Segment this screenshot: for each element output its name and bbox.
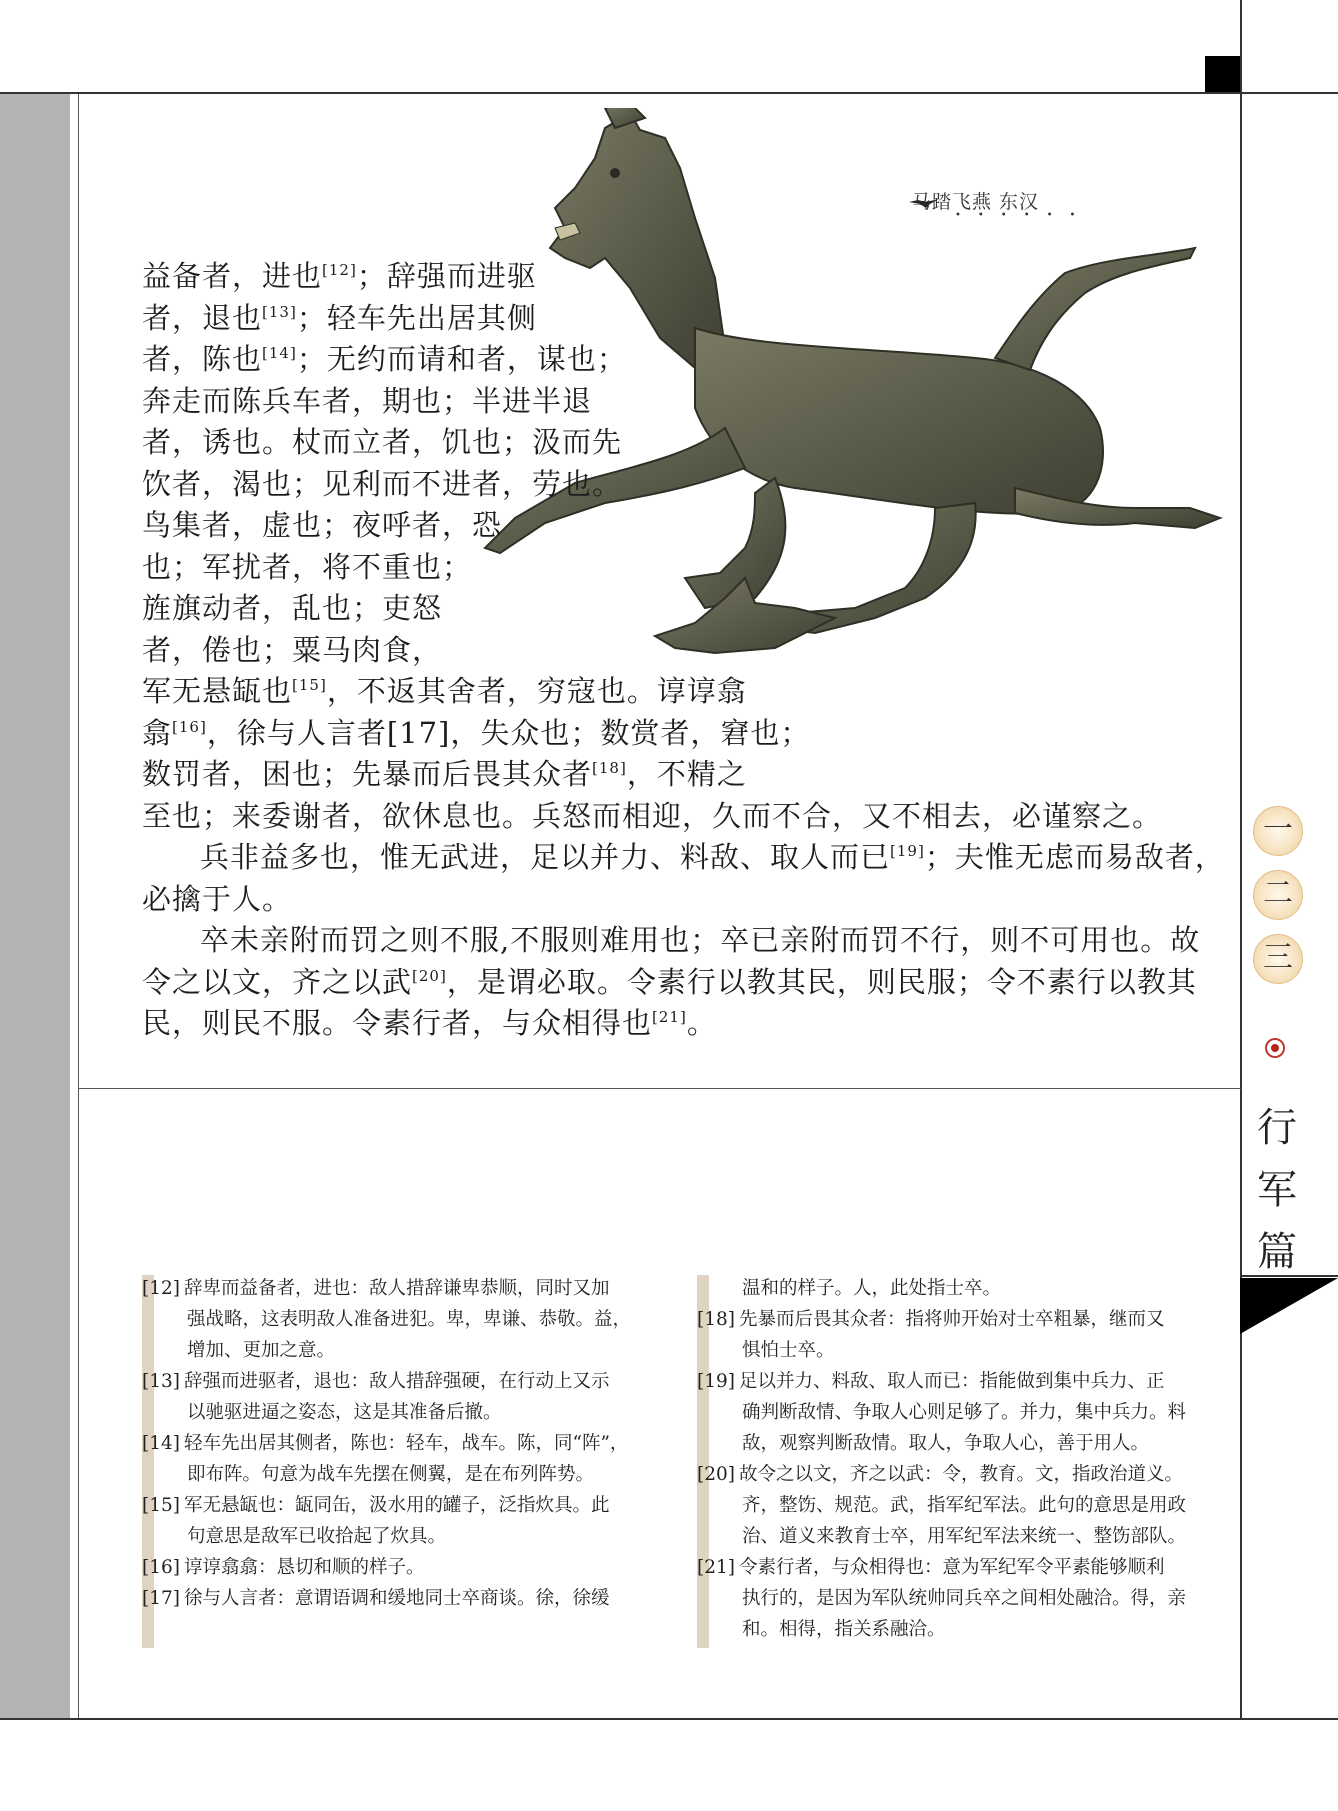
footnote-first-line xyxy=(142,1273,631,1304)
top-rule xyxy=(0,92,1240,94)
footnote-first-line xyxy=(142,1583,631,1614)
footnote-item xyxy=(142,1490,631,1552)
footnote-first-line xyxy=(142,1428,631,1459)
text-line: 军无悬缻也[15]，不返其舍者，穷寇也。谆谆翕 xyxy=(142,674,747,708)
page-number-digit: 二 xyxy=(1253,870,1303,920)
footnote-ref[interactable]: [12] xyxy=(322,261,357,279)
footnote-continuation: 强战略，这表明敌人准备进犯。卑，卑谦、恭敬。益， xyxy=(187,1309,632,1330)
footnote-number: [12] xyxy=(142,1278,180,1299)
footnote-item xyxy=(142,1428,631,1490)
footnote-first-line xyxy=(697,1459,1186,1490)
section-divider xyxy=(78,1088,1241,1089)
footnote-first-line xyxy=(697,1552,1186,1583)
footnote-number: [14] xyxy=(142,1433,180,1454)
footnote-ref[interactable]: [18] xyxy=(592,759,627,777)
text-line: 至也；来委谢者，欲休息也。兵怒而相迎，久而不合，又不相去，必谨察之。 xyxy=(142,798,1163,833)
paragraph-2-line: 必擒于人。 xyxy=(142,881,293,916)
footnote-ref[interactable]: [21] xyxy=(652,1008,687,1026)
footnote-continuation: 句意思是敌军已收拾起了炊具。 xyxy=(187,1526,447,1547)
footnote-text: 温和的样子。人，此处指士卒。 xyxy=(742,1278,1002,1299)
side-top-rule xyxy=(1240,92,1338,94)
footnote-first-line xyxy=(697,1273,1186,1304)
notes-right-column xyxy=(697,1273,1186,1645)
paragraph-3-line: 民，则民不服。令素行者，与众相得也[21]。 xyxy=(142,1006,717,1040)
footnote-continuation: 惧怕士卒。 xyxy=(742,1340,835,1361)
footnote-item xyxy=(142,1273,631,1366)
text-line: 也；军扰者，将不重也； xyxy=(142,549,473,584)
footnote-text: 轻车先出居其侧者，陈也：轻车，战车。陈，同“阵”， xyxy=(184,1433,629,1454)
paragraph-2-line: 兵非益多也，惟无武进，足以并力、料敌、取人而已[19]；夫惟无虑而易敌者， xyxy=(200,840,1225,874)
footnote-continuation: 执行的，是因为军队统帅同兵卒之间相处融洽。得，亲 xyxy=(742,1588,1187,1609)
notes-left-column xyxy=(142,1273,631,1614)
footnote-continuation: 确判断敌情、争取人心则足够了。并力，集中兵力。料 xyxy=(742,1402,1187,1423)
footnote-first-line xyxy=(142,1552,631,1583)
footnote-text: 故令之以文，齐之以武：令，教育。文，指政治道义。 xyxy=(739,1464,1184,1485)
text-line: 者，退也[13]；轻车先出居其侧 xyxy=(142,300,537,335)
caption-emphasis-dots: •••••• xyxy=(955,210,1093,221)
main-text-block xyxy=(142,256,1225,1045)
footnote-text: 先暴而后畏其众者：指将帅开始对士卒粗暴，继而又 xyxy=(739,1309,1165,1330)
footnote-text: 军无悬缻也：缻同缶，汲水用的罐子，泛指炊具。此 xyxy=(184,1495,610,1516)
footnote-ref[interactable]: [20] xyxy=(412,966,447,985)
footnote-continuation: 以驰驱进逼之姿态，这是其准备后撤。 xyxy=(187,1402,502,1423)
footnote-item xyxy=(697,1366,1186,1459)
footnote-number: [18] xyxy=(697,1309,735,1330)
footnote-item xyxy=(697,1552,1186,1645)
footnote-item xyxy=(697,1304,1186,1366)
left-gray-margin xyxy=(0,94,70,1718)
footnote-item xyxy=(142,1583,631,1614)
footnote-continuation: 增加、更加之意。 xyxy=(187,1340,336,1361)
footnote-item xyxy=(142,1552,631,1583)
footnote-continuation: 即布阵。句意为战车先摆在侧翼，是在布列阵势。 xyxy=(187,1464,595,1485)
footnote-first-line xyxy=(142,1490,631,1521)
chapter-title-char: 篇 xyxy=(1257,1229,1297,1275)
footnote-text: 辞卑而益备者，进也：敌人措辞谦卑恭顺，同时又加 xyxy=(184,1278,610,1299)
text-line: 者，诱也。杖而立者，饥也；汲而先 xyxy=(142,425,623,459)
footnote-text: 徐与人言者：意谓语调和缓地同士卒商谈。徐，徐缓 xyxy=(184,1588,610,1609)
text-line: 翕[16]，徐与人言者[17]，失众也；数赏者，窘也； xyxy=(142,715,811,750)
footnote-first-line xyxy=(697,1304,1186,1335)
footnote-ref[interactable]: [13] xyxy=(262,302,297,321)
paragraph-3-line: 卒未亲附而罚之则不服,不服则难用也；卒已亲附而罚不行，则不可用也。故 xyxy=(200,923,1201,957)
footnote-continuation: 敌，观察判断敌情。取人，争取人心，善于用人。 xyxy=(742,1433,1150,1454)
footnote-item xyxy=(697,1273,1186,1304)
text-line: 旌旗动者，乱也；吏怒 xyxy=(142,591,443,625)
footnote-item xyxy=(697,1459,1186,1552)
footnote-number: [21] xyxy=(697,1557,735,1578)
chapter-title-char: 行 xyxy=(1257,1105,1297,1151)
footnote-ref[interactable]: [19] xyxy=(890,842,925,860)
footnote-continuation: 治、道义来教育士卒，用军纪军法来统一、整饬部队。 xyxy=(742,1526,1187,1547)
footnote-continuation: 齐，整饬、规范。武，指军纪军法。此句的意思是用政 xyxy=(742,1495,1187,1516)
text-line: 益备者，进也[12]；辞强而进驱 xyxy=(142,259,537,293)
page-number-digit: 三 xyxy=(1253,934,1303,984)
footnote-text: 谆谆翕翕：恳切和顺的样子。 xyxy=(184,1557,425,1578)
footnote-number: [19] xyxy=(697,1371,735,1392)
footnote-number: [17] xyxy=(142,1588,180,1609)
text-line: 者，陈也[14]；无约而请和者，谋也； xyxy=(142,342,627,376)
inner-left-rule xyxy=(78,94,79,1718)
footnote-text: 足以并力、料敌、取人而已：指能做到集中兵力、正 xyxy=(739,1371,1165,1392)
footnote-ref[interactable]: [15] xyxy=(292,676,327,694)
bottom-rule xyxy=(0,1718,1338,1720)
text-line: 数罚者，困也；先暴而后畏其众者[18]，不精之 xyxy=(142,757,747,791)
footnote-text: 辞强而进驱者，退也：敌人措辞强硬，在行动上又示 xyxy=(184,1371,610,1392)
corner-black-square xyxy=(1205,56,1240,92)
footnote-continuation: 和。相得，指关系融洽。 xyxy=(742,1619,946,1640)
text-line: 鸟集者，虚也；夜呼者，恐 xyxy=(142,508,503,542)
page-number-digit: 一 xyxy=(1253,806,1303,856)
footnote-ref[interactable]: [14] xyxy=(262,344,297,362)
footnote-item xyxy=(142,1366,631,1428)
footnote-number: [13] xyxy=(142,1371,180,1392)
footnote-text: 令素行者，与众相得也：意为军纪军令平素能够顺利 xyxy=(739,1557,1165,1578)
footnote-ref[interactable]: [16] xyxy=(172,717,207,736)
black-wedge-decoration xyxy=(1240,1278,1338,1334)
footnote-number: [16] xyxy=(142,1557,180,1578)
text-line: 者，倦也；粟马肉食， xyxy=(142,632,443,667)
chapter-title-char: 军 xyxy=(1257,1167,1297,1213)
footnote-number: [15] xyxy=(142,1495,180,1516)
footnote-first-line xyxy=(697,1366,1186,1397)
text-line: 奔走而陈兵车者，期也；半进半退 xyxy=(142,383,593,418)
image-caption: 马踏飞燕 东汉 xyxy=(912,191,1040,213)
footnote-number: [20] xyxy=(697,1464,735,1485)
paragraph-3-line: 令之以文，齐之以武[20]，是谓必取。令素行以教其民，则民服；令不素行以教其 xyxy=(142,964,1197,999)
text-line: 饮者，渴也；见利而不进者，劳也。 xyxy=(142,466,623,501)
footnote-first-line xyxy=(142,1366,631,1397)
bullet-dot-icon xyxy=(1271,1044,1279,1052)
